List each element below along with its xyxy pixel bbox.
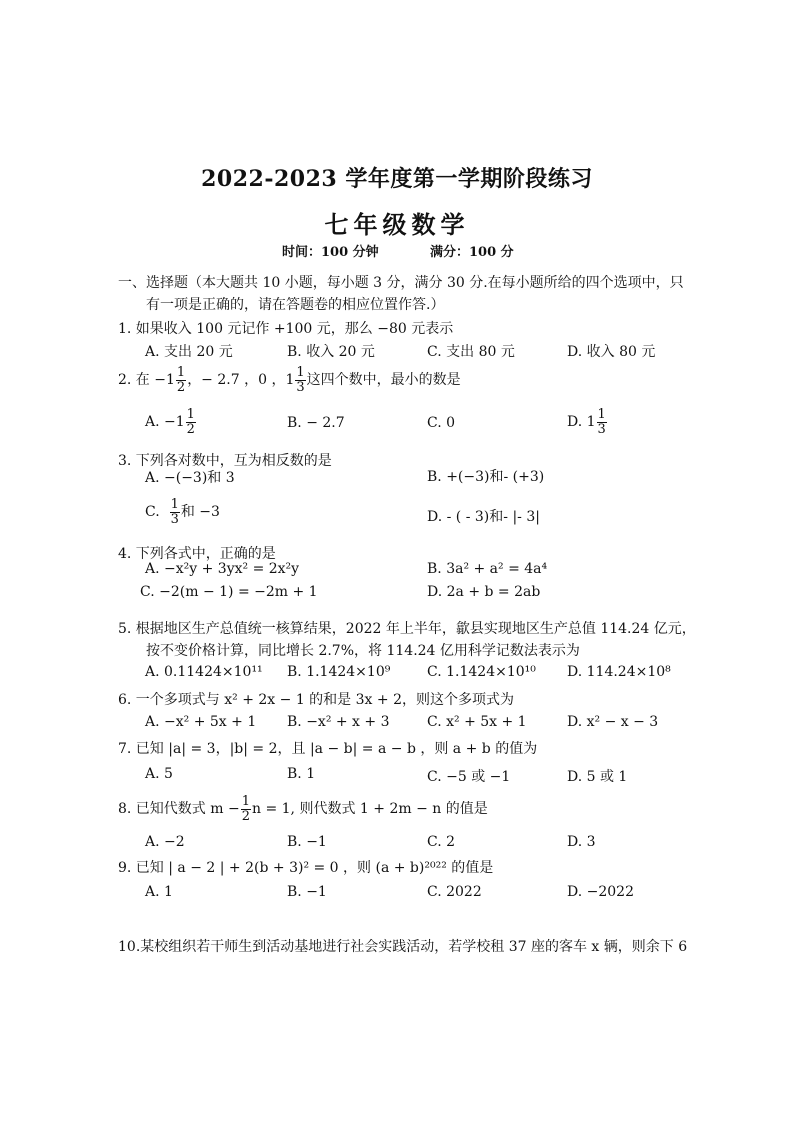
q7-option-b: B. 1 [287,766,316,782]
fraction-one-half: $\frac{1}{2}$ [176,365,186,395]
question-9-stem: 9. 已知 | a − 2 | + 2(b + 3)² = 0 ，则 (a + b)²⁰²² 的值是 [118,860,494,876]
q4-option-c: C. −2(m − 1) = −2m + 1 [140,584,318,600]
q8-option-b: B. −1 [287,834,327,850]
q8-option-d: D. 3 [567,834,596,850]
q7-option-d: D. 5 或 1 [567,769,628,785]
question-4-stem: 4. 下列各式中，正确的是 [118,546,276,562]
q9-option-b: B. −1 [287,884,327,900]
question-5-line-1: 5. 根据地区生产总值统一核算结果，2022 年上半年，歙县实现地区生产总值 114.24 亿元， [118,621,696,637]
q6-option-d: D. x² − x − 3 [567,714,659,730]
q2-option-b: B. − 2.7 [287,415,345,431]
question-8-stem: 8. 已知代数式 m − $\frac{1}{2}$ n = 1, 则代数式 1 + 2m − n 的值是 [118,794,488,824]
q7-option-c: C. −5 或 −1 [427,769,511,785]
q2-stem-mid: ，− 2.7 ，0 ，1 [187,372,295,389]
q4-option-a: A. −x²y + 3yx² = 2x²y [145,561,300,577]
q2-stem-prefix: 2. 在 −1 [118,372,175,389]
q1-option-a: A. 支出 20 元 [145,344,233,360]
q5-option-a: A. 0.11424×10¹¹ [145,664,263,680]
q5-option-d: D. 114.24×10⁸ [567,664,671,680]
q7-option-a: A. 5 [145,766,173,782]
q6-option-a: A. −x² + 5x + 1 [145,714,257,730]
q2-stem-suffix: 这四个数中，最小的数是 [306,372,461,389]
q3-option-a: A. −(−3)和 3 [145,470,235,486]
q5-option-c: C. 1.1424×10¹⁰ [427,664,536,680]
q3-option-c: C. $\frac{1}{3}$ 和 −3 [145,497,220,527]
question-1-stem: 1. 如果收入 100 元记作 +100 元，那么 −80 元表示 [118,321,454,337]
exam-score: 满分：100 分 [430,245,514,260]
q4-option-b: B. 3a² + a² = 4a⁴ [427,561,548,577]
q2-option-a: A. −1 $\frac{1}{2}$ [145,407,195,437]
q3-option-b: B. +(−3)和- (+3) [427,469,545,485]
q1-option-b: B. 收入 20 元 [287,344,375,360]
question-3-stem: 3. 下列各对数中，互为相反数的是 [118,453,332,469]
q9-option-d: D. −2022 [567,884,634,900]
q6-option-b: B. −x² + x + 3 [287,714,390,730]
question-10-stem: 10.某校组织若干师生到活动基地进行社会实践活动，若学校租 37 座的客车 x 辆，则余下 6 [118,939,688,955]
fraction-one-half: $\frac{1}{2}$ [241,794,250,824]
section-heading-cont: 有一项是正确的，请在答题卷的相应位置作答.） [146,297,445,313]
q6-option-c: C. x² + 5x + 1 [427,714,527,730]
section-heading: 一、选择题（本大题共 10 小题，每小题 3 分，满分 30 分.在每小题所给的四个选项中，只 [118,275,684,291]
q3-option-d: D. - ( - 3)和- |- 3| [427,509,540,525]
fraction-one-third: $\frac{1}{3}$ [296,365,305,395]
question-7-stem: 7. 已知 |a| = 3，|b| = 2，且 |a − b| = a − b ，则 a + b 的值为 [118,741,538,757]
q1-option-d: D. 收入 80 元 [567,344,656,360]
page-title: 2022-2023 学年度第一学期阶段练习 [201,166,593,192]
q9-option-a: A. 1 [145,884,173,900]
question-5-line-2: 按不变价格计算，同比增长 2.7%，将 114.24 亿用科学记数法表示为 [146,643,580,659]
q5-option-b: B. 1.1424×10⁹ [287,664,391,680]
q2-option-c: C. 0 [427,415,456,431]
q4-option-d: D. 2a + b = 2ab [427,584,541,600]
page-subtitle: 七年级数学 [324,210,470,239]
q1-option-c: C. 支出 80 元 [427,344,515,360]
question-2-stem [118,366,461,394]
question-6-stem: 6. 一个多项式与 x² + 2x − 1 的和是 3x + 2，则这个多项式为 [118,692,514,708]
q2-option-d: D. 1 $\frac{1}{3}$ [567,407,606,437]
q8-option-c: C. 2 [427,834,456,850]
q8-option-a: A. −2 [145,834,185,850]
q9-option-c: C. 2022 [427,884,482,900]
exam-time: 时间：100 分钟 [282,245,379,260]
